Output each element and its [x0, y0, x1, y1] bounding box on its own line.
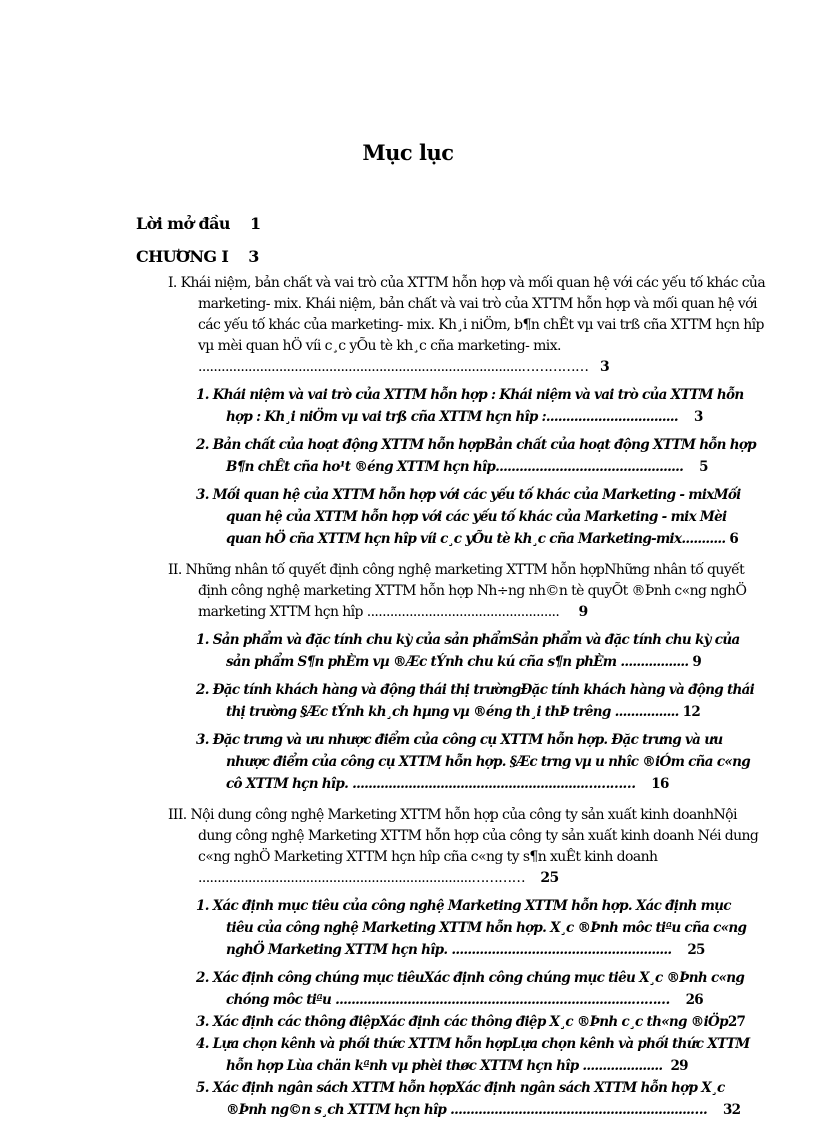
toc-entry-text: 3. Mối quan hệ của XTTM hỗn hợp với các yếu tố khác của Marketing - mixMối quan hệ của XTTM hỗn hợp với các yếu tố khác của Marketing - mix Mèi quan hÖ cña XTTM hçn hîp víi c¸c yÕu tè kh¸c cña Marketing-mix........... [196, 487, 741, 547]
toc-entry-text: 1. Khái niệm và vai trò của XTTM hỗn hợp : Khái niệm và vai trò của XTTM hỗn hợp : Kh¸i niÖm vµ vai trß cña XTTM hçn hîp :................................. [196, 387, 744, 425]
toc-entry-section-3-3[interactable] [136, 1011, 758, 1033]
toc-entry-section-3-1[interactable] [136, 895, 758, 961]
table-of-contents [136, 213, 766, 1121]
toc-page-number: 16 [651, 776, 669, 792]
toc-entry-section-2-2[interactable] [136, 679, 758, 723]
toc-page-number: 3 [693, 409, 703, 425]
toc-page-number: 9 [692, 654, 702, 670]
toc-entry-section-3[interactable] [136, 805, 766, 889]
toc-entry-text: 2. Đặc tính khách hàng và động thái thị trườngĐặc tính khách hàng và động thái thị trường §Æc tÝnh kh¸ch hµng vµ ®éng th¸i thÞ trêng ................ [196, 682, 755, 720]
toc-entry-text: I. Khái niệm, bản chất và vai trò của XTTM hỗn hợp và mối quan hệ với các yếu tố khác của marketing- mix. Khái niệm, bản chất và vai trò của XTTM hỗn hợp và mối quan hệ với các yếu tố khác của marketing- mix. Kh¸i niÖm, b¶n chÊt vµ vai trß cña XTTM hçn hîp vµ mèi quan hÖ víi c¸c yÕu tè kh¸c cña marketing- mix. ....................................................................................…………… [168, 275, 766, 375]
toc-entry-text: 2. Bản chất của hoạt động XTTM hỗn hợpBản chất của hoạt động XTTM hỗn hợp B¶n chÊt cña ho¹t ®éng XTTM hçn hîp............................................... [196, 437, 756, 475]
toc-entry-section-3-4[interactable] [136, 1033, 758, 1077]
toc-entry-section-1-3[interactable] [136, 484, 758, 550]
toc-page-number: 6 [729, 531, 739, 547]
toc-entry-text: Lời mở đầu [136, 214, 230, 233]
toc-page-number: 29 [670, 1058, 688, 1074]
toc-page-number: 12 [682, 704, 701, 720]
toc-page-number: 3 [248, 247, 259, 266]
toc-page-number: 27 [727, 1014, 746, 1030]
toc-entry-text: III. Nội dung công nghệ Marketing XTTM hỗn hợp của công ty sản xuất kinh doanhNội dung công nghệ Marketing XTTM hỗn hợp của công ty sản xuất kinh doanh Néi dung c«ng nghÖ Marketing XTTM hçn hîp cña c«ng ty s¶n xuÊt kinh doanh .......................................................................………… [168, 807, 759, 886]
toc-entry-section-1-2[interactable] [136, 434, 758, 478]
toc-page-number: 26 [685, 992, 703, 1008]
toc-entry-section-1-1[interactable] [136, 384, 758, 428]
toc-page-number: 25 [540, 870, 559, 886]
toc-page-number: 32 [722, 1102, 741, 1118]
toc-entry-text: 3. Xác định các thông điệpXác định các thông điệp X¸c ®Þnh c¸c th«ng ®iÖp [196, 1014, 728, 1030]
toc-entry-section-2-3[interactable] [136, 729, 758, 795]
toc-entry-text: 1. Sản phẩm và đặc tính chu kỳ của sản phẩmSản phẩm và đặc tính chu kỳ của sản phẩm S¶n phÈm vµ ®Æc tÝnh chu kú cña s¶n phÈm ................. [196, 632, 740, 670]
toc-entry-text: 2. Xác định công chúng mục tiêuXác định công chúng mục tiêu X¸c ®Þnh c«ng chóng môc tiªu ..........................................................................……… [196, 970, 745, 1008]
toc-entry-text: 4. Lựa chọn kênh và phối thức XTTM hỗn hợpLựa chọn kênh và phối thức XTTM hỗn hợp Lùa chän kªnh vµ phèi thøc XTTM hçn hîp .................... [196, 1036, 750, 1074]
toc-page-number: 1 [249, 214, 261, 233]
toc-entry-section-3-2[interactable] [136, 967, 758, 1011]
toc-entry-section-3-5[interactable] [136, 1077, 758, 1121]
toc-entry-intro[interactable] [136, 213, 766, 234]
page-title: Mục lục [362, 140, 454, 165]
toc-entry-section-1[interactable] [136, 273, 766, 378]
toc-entry-section-2-1[interactable] [136, 629, 758, 673]
toc-entry-chapter-1[interactable] [136, 246, 766, 267]
toc-page-number: 5 [699, 459, 708, 475]
toc-entry-text: II. Những nhân tố quyết định công nghệ marketing XTTM hỗn hợpNhững nhân tố quyết định công nghệ marketing XTTM hỗn hợp Nh÷ng nh©n tè quyÕt ®Þnh c«ng nghÖ marketing XTTM hçn hîp .................................................. [168, 562, 747, 620]
toc-entry-text: CHƯƠNG I [136, 247, 229, 266]
toc-entry-text: 3. Đặc trưng và ưu nhược điểm của công cụ XTTM hỗn hợp. Đặc trưng và ưu nhược điểm của công cụ XTTM hỗn hợp. §Æc trng vµ u nhîc ®iÓm cña c«ng cô XTTM hçn hîp. ..........................................................………… [196, 732, 750, 792]
toc-entry-text: 1. Xác định mục tiêu của công nghệ Marketing XTTM hỗn hợp. Xác định mục tiêu của công nghệ Marketing XTTM hỗn hợp. X¸c ®Þnh môc tiªu cña c«ng nghÖ Marketing XTTM hçn hîp. ....................................................... [196, 898, 747, 958]
toc-entry-text: 5. Xác định ngân sách XTTM hỗn hợpXác định ngân sách XTTM hỗn hợp X¸c ®Þnh ng©n s¸ch XTTM hçn hîp ............................................................…. [196, 1080, 725, 1118]
toc-page-number: 9 [578, 604, 588, 620]
toc-entry-section-2[interactable] [136, 560, 766, 623]
toc-page-number: 3 [599, 359, 610, 375]
toc-page-number: 25 [687, 942, 705, 958]
